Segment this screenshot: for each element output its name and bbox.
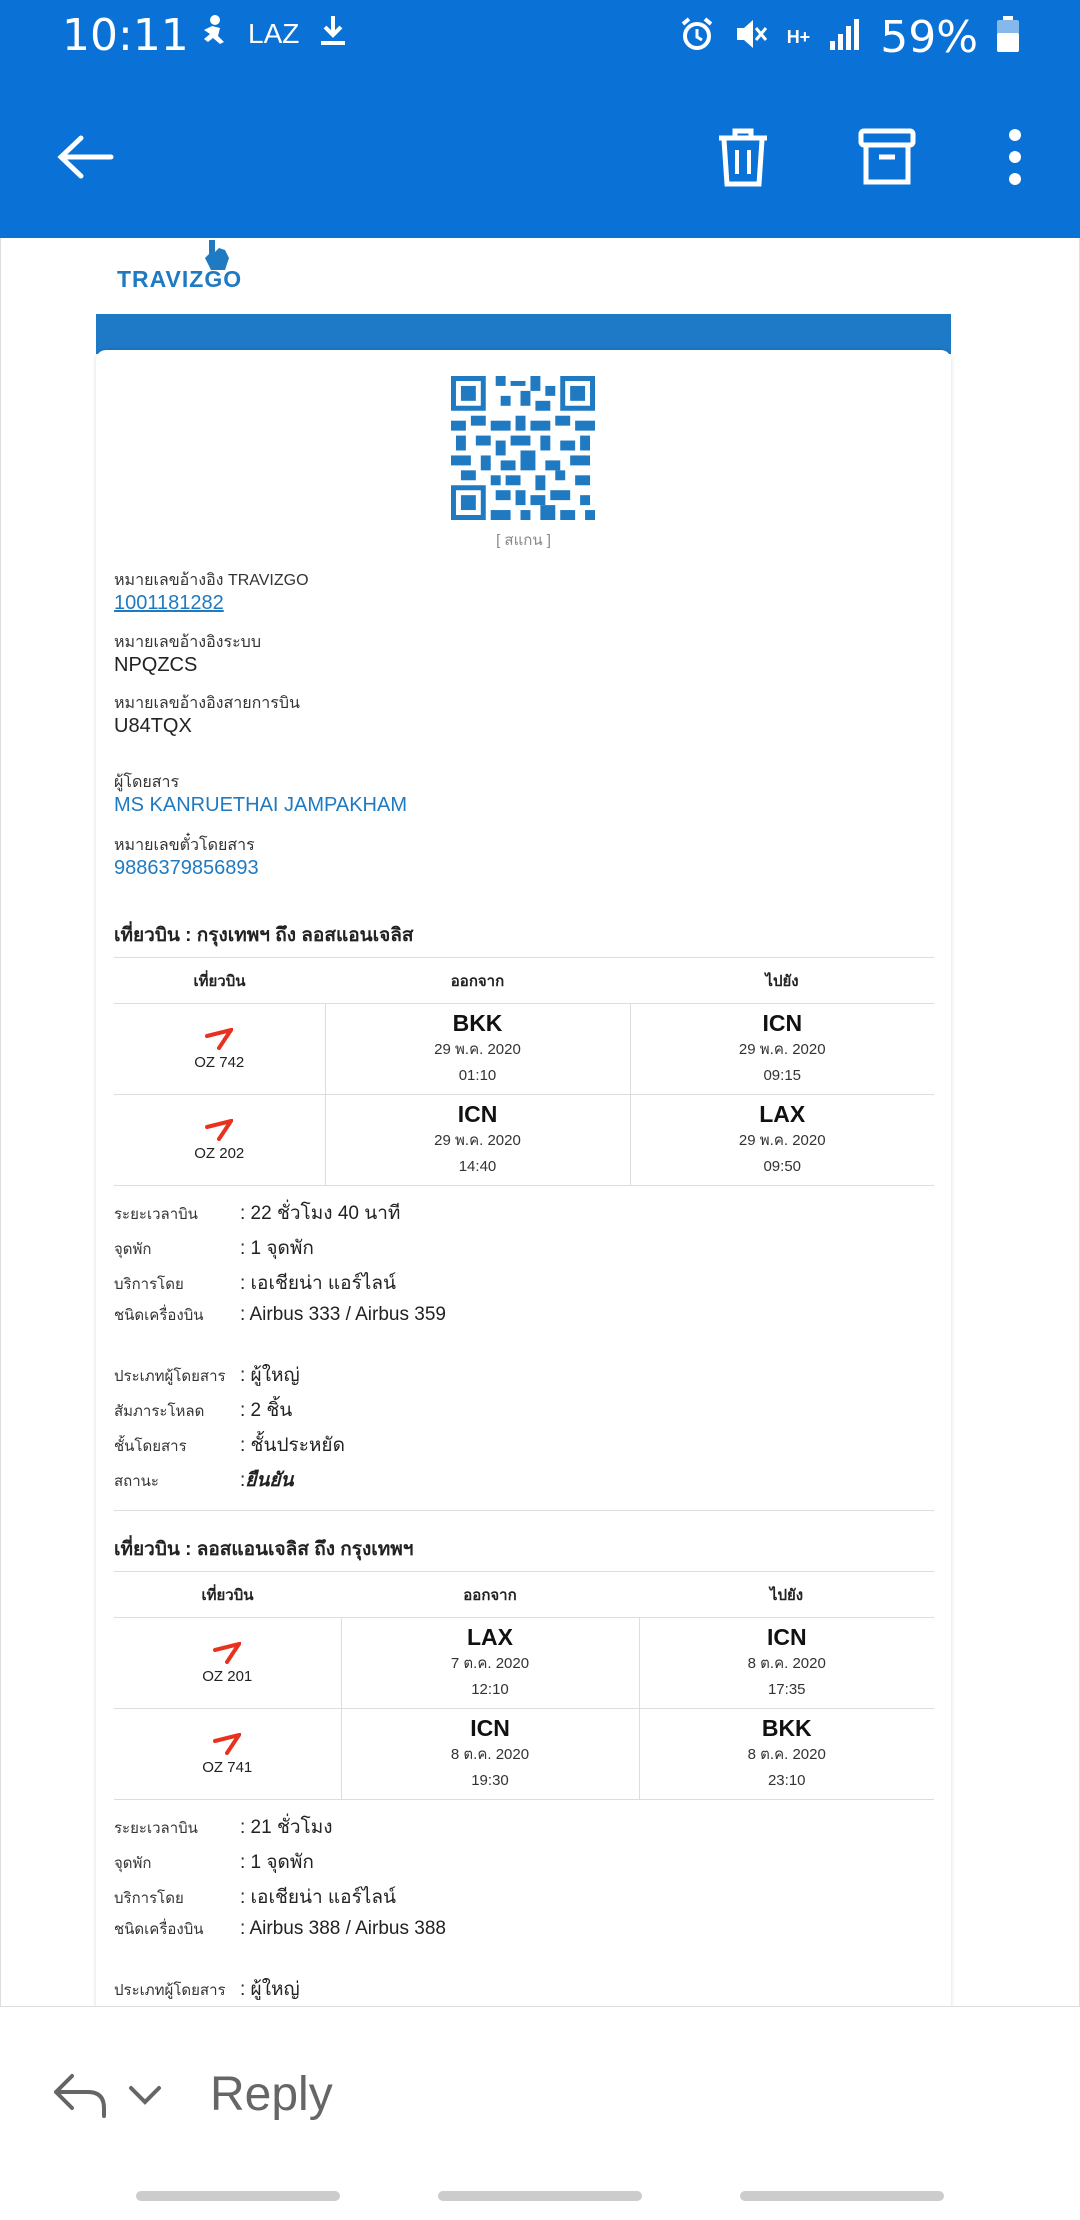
- download-icon: [319, 14, 347, 54]
- nav-home-handle[interactable]: [438, 2191, 642, 2201]
- header-from: ออกจาก: [325, 958, 630, 1004]
- detail-row: สัมภาระโหลด : 2 ชิ้น: [114, 1400, 293, 1421]
- from-time: 12:10: [471, 1681, 509, 1698]
- airline-logo-icon: [213, 1642, 241, 1664]
- airline-logo-icon: [213, 1733, 241, 1755]
- table-row: [114, 1095, 934, 1186]
- ref-travizgo-label: หมายเลขอ้างอิง TRAVIZGO: [114, 572, 309, 589]
- to-time: 17:35: [767, 1681, 806, 1698]
- more-options-button[interactable]: [980, 122, 1050, 192]
- delete-button[interactable]: [708, 122, 778, 192]
- network-type-icon: H+: [786, 27, 811, 47]
- alarm-icon: [679, 16, 715, 60]
- detail-row: ระยะเวลาบิน : 21 ชั่วโมง: [114, 1817, 333, 1838]
- detail-row: บริการโดย : เอเชียน่า แอร์ไลน์: [114, 1887, 396, 1908]
- from-time: 01:10: [458, 1067, 497, 1084]
- inbound-flight-table: [114, 1571, 934, 1800]
- travizgo-logo: [117, 238, 247, 298]
- flight-number: OZ 202: [194, 1144, 245, 1162]
- status-time: 10:11: [62, 10, 189, 61]
- outbound-title: เที่ยวบิน : กรุงเทพฯ ถึง ลอสแอนเจลิส: [114, 925, 414, 946]
- table-row: [114, 1004, 934, 1095]
- ref-system-value: NPQZCS: [114, 654, 198, 676]
- section-divider: [114, 1510, 934, 1511]
- signal-icon: [828, 17, 862, 59]
- to-code: ICN: [762, 1010, 803, 1036]
- more-vertical-icon: [1005, 127, 1025, 187]
- back-button[interactable]: [50, 122, 120, 192]
- brand-name: TRAVIZGO: [117, 266, 243, 292]
- from-code: ICN: [457, 1101, 498, 1127]
- ticket-value: 9886379856893: [114, 857, 259, 879]
- nav-recents-handle[interactable]: [136, 2191, 340, 2201]
- flight-number: OZ 201: [202, 1667, 253, 1685]
- detail-row: บริการโดย : เอเชียน่า แอร์ไลน์: [114, 1273, 396, 1294]
- accessibility-icon: [198, 14, 228, 54]
- battery-percent: 59%: [880, 12, 978, 63]
- detail-row: ชั้นโดยสาร : ชั้นประหยัด: [114, 1435, 345, 1456]
- battery-icon: [996, 15, 1020, 61]
- from-code: ICN: [470, 1715, 510, 1741]
- detail-row: จุดพัก : 1 จุดพัก: [114, 1852, 314, 1873]
- header-from: ออกจาก: [341, 1572, 639, 1618]
- to-time: 23:10: [767, 1772, 806, 1789]
- reply-button[interactable]: [52, 2067, 333, 2122]
- status-bar: [0, 0, 1080, 72]
- detail-row: ประเภทผู้โดยสาร : ผู้ใหญ่: [114, 1365, 300, 1386]
- airline-logo-icon: [205, 1119, 233, 1141]
- status-badge: ยืนยัน: [245, 1470, 294, 1491]
- ticket-card: [96, 350, 951, 2006]
- status-row: สถานะ : ยืนยัน: [114, 1465, 294, 1495]
- from-date: 7 ต.ค. 2020: [450, 1655, 530, 1672]
- to-date: 29 พ.ค. 2020: [738, 1132, 826, 1149]
- detail-row: จุดพัก : 1 จุดพัก: [114, 1238, 314, 1259]
- ticket-label: หมายเลขตั๋วโดยสาร: [114, 837, 255, 854]
- from-time: 14:40: [458, 1158, 497, 1175]
- to-date: 29 พ.ค. 2020: [738, 1041, 826, 1058]
- ref-travizgo-link[interactable]: 1001181282: [114, 592, 224, 614]
- to-code: ICN: [766, 1624, 807, 1650]
- app-bar: [0, 72, 1080, 238]
- reply-label[interactable]: Reply: [210, 2068, 333, 2121]
- archive-button[interactable]: [852, 122, 922, 192]
- flight-number: OZ 741: [202, 1758, 253, 1776]
- chevron-down-icon[interactable]: [128, 2083, 162, 2107]
- header-flight: เที่ยวบิน: [114, 958, 325, 1004]
- bottom-bar: [0, 2006, 1080, 2220]
- to-time: 09:50: [763, 1158, 802, 1175]
- mute-icon: [733, 16, 769, 60]
- from-time: 19:30: [471, 1772, 509, 1789]
- to-date: 8 ต.ค. 2020: [747, 1655, 826, 1672]
- qr-code-icon: [451, 376, 595, 520]
- ref-airline-label: หมายเลขอ้างอิงสายการบิน: [114, 695, 300, 712]
- back-arrow-icon: [55, 132, 115, 182]
- header-to: ไปยัง: [639, 1572, 934, 1618]
- detail-row: ชนิดเครื่องบิน : Airbus 388 / Airbus 388: [114, 1918, 446, 1939]
- flight-number: OZ 742: [194, 1053, 245, 1071]
- trash-icon: [715, 126, 771, 188]
- inbound-title: เที่ยวบิน : ลอสแอนเจลิส ถึง กรุงเทพฯ: [114, 1539, 414, 1560]
- passenger-value: MS KANRUETHAI JAMPAKHAM: [114, 794, 407, 816]
- archive-icon: [858, 128, 916, 186]
- table-row: [114, 1709, 934, 1800]
- from-date: 29 พ.ค. 2020: [434, 1041, 521, 1058]
- nav-back-handle[interactable]: [740, 2191, 944, 2201]
- header-to: ไปยัง: [630, 958, 934, 1004]
- email-body[interactable]: [0, 238, 1080, 2006]
- to-code: LAX: [759, 1101, 806, 1127]
- detail-row: ระยะเวลาบิน : 22 ชั่วโมง 40 นาที: [114, 1203, 401, 1224]
- to-code: BKK: [761, 1715, 812, 1741]
- to-date: 8 ต.ค. 2020: [747, 1746, 826, 1763]
- detail-row: ชนิดเครื่องบิน : Airbus 333 / Airbus 359: [114, 1304, 446, 1325]
- outbound-flight-table: [114, 957, 934, 1186]
- passenger-label: ผู้โดยสาร: [114, 774, 180, 791]
- to-time: 09:15: [763, 1067, 802, 1084]
- from-date: 29 พ.ค. 2020: [434, 1132, 521, 1149]
- header-flight: เที่ยวบิน: [114, 1572, 341, 1618]
- table-row: [114, 1618, 934, 1709]
- ref-airline-value: U84TQX: [114, 715, 192, 737]
- scan-label: [ สแกน ]: [496, 532, 551, 549]
- from-code: BKK: [452, 1010, 503, 1036]
- card-header-band: [96, 314, 951, 354]
- airline-logo-icon: [205, 1028, 233, 1050]
- from-date: 8 ต.ค. 2020: [450, 1746, 530, 1763]
- detail-row: ประเภทผู้โดยสาร : ผู้ใหญ่: [114, 1979, 300, 2000]
- ref-system-label: หมายเลขอ้างอิงระบบ: [114, 634, 261, 651]
- reply-icon: [52, 2072, 108, 2118]
- from-code: LAX: [467, 1624, 513, 1650]
- lazada-label: LAZ: [248, 18, 300, 49]
